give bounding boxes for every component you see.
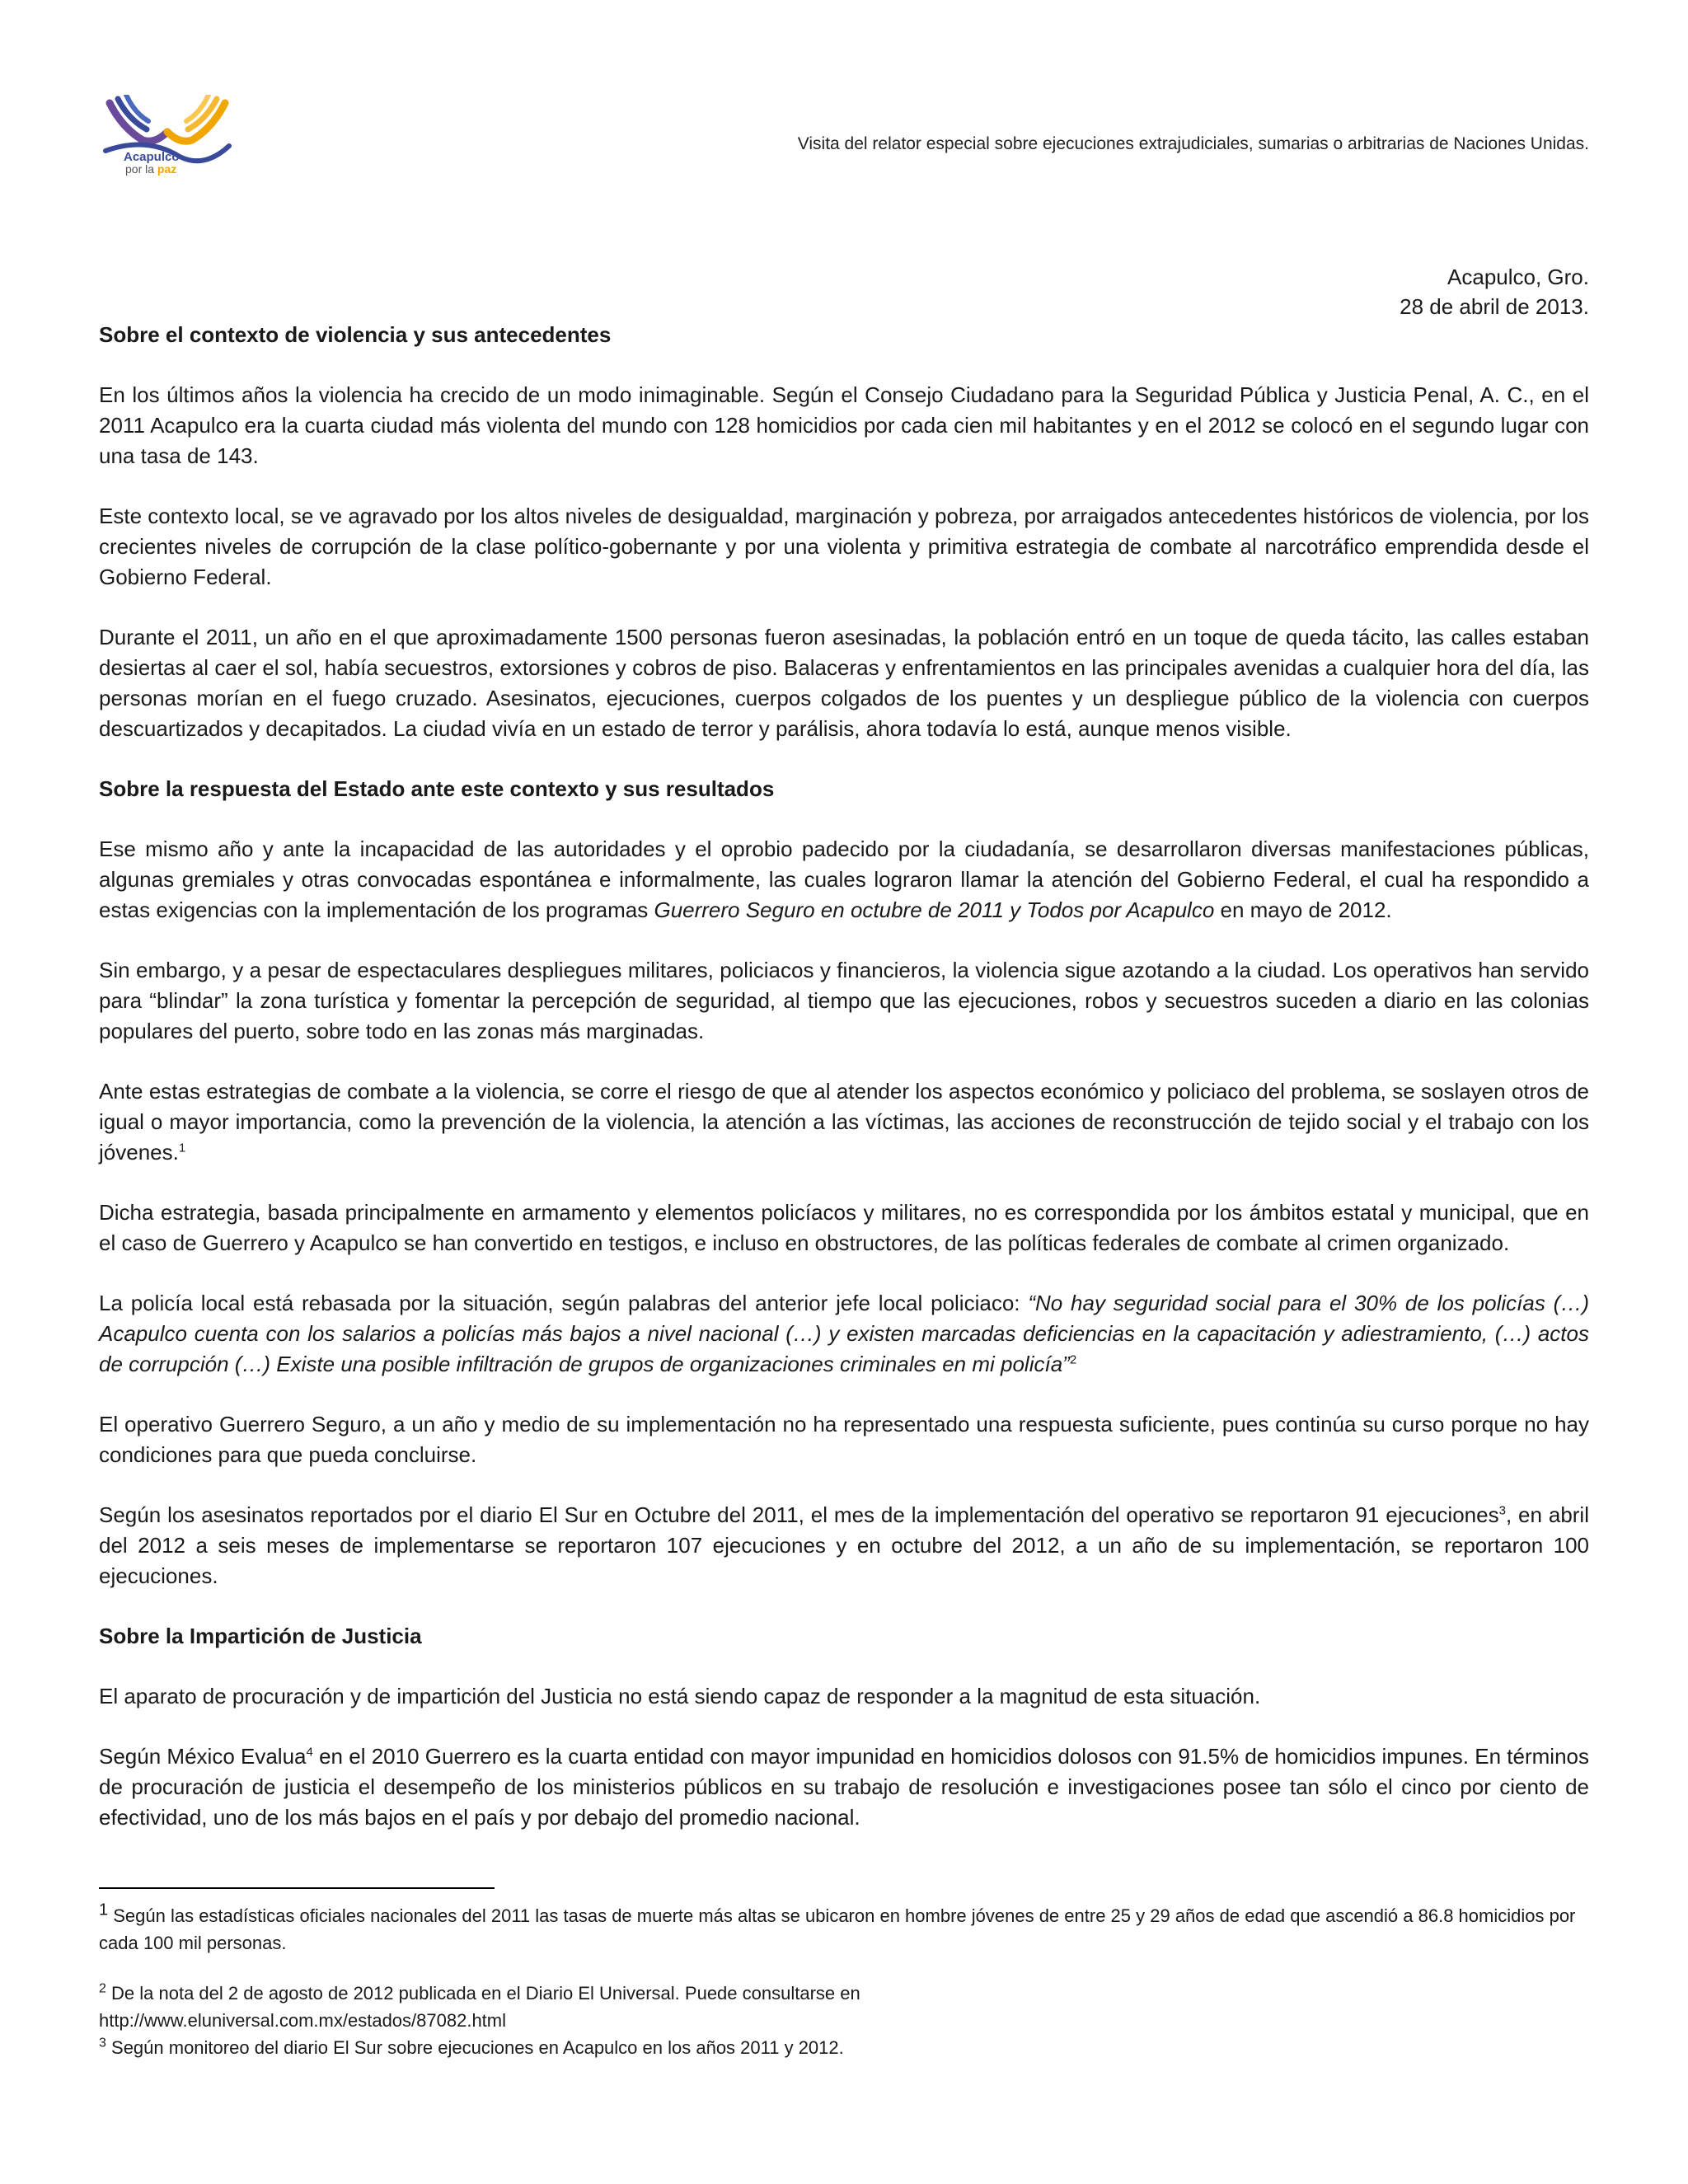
footnote-ref: 3	[1498, 1503, 1506, 1518]
logo-line1: Acapulco	[124, 150, 180, 164]
date-day: 28 de abril de 2013.	[1400, 294, 1589, 319]
footnote-number: 1	[99, 1900, 109, 1919]
footnote-2-url: http://www.eluniversal.com.mx/estados/87082.html	[99, 2010, 507, 2031]
footnote-number: 3	[99, 2036, 106, 2050]
paragraph	[99, 834, 1589, 926]
paragraph	[99, 1288, 1589, 1380]
text-run: Según México Evalua	[99, 1744, 307, 1769]
footnote-number: 2	[99, 1981, 106, 1996]
document-body	[99, 320, 1589, 1863]
text-run: Según los asesinatos reportados por el diario El Sur en Octubre del 2011, el mes de la implementación del operativo se reportaron 91 ejecuciones	[99, 1502, 1499, 1527]
footnote-1	[99, 1902, 1589, 1957]
footnote-text: Según las estadísticas oficiales nacionales del 2011 las tasas de muerte más altas se ubicaron en hombre jóvenes de entre 25 y 29 años de edad que ascendió a 86.8 homicidios por cada 100 mil personas.	[99, 1905, 1576, 1953]
paragraph	[99, 1500, 1589, 1591]
text-run: , en abril del 2012 a seis meses de implementarse se reportaron 107 ejecuciones y en octubre del 2012, a un año de su implementación, se reportaron 100 ejecuciones.	[99, 1502, 1589, 1588]
footnote-ref: 4	[306, 1745, 313, 1760]
footnote-3	[99, 2034, 1589, 2061]
section-heading-state-response: Sobre la respuesta del Estado ante este contexto y sus resultados	[99, 776, 775, 801]
paragraph: El operativo Guerrero Seguro, a un año y medio de su implementación no ha representado una respuesta suficiente, pues continúa su curso porque no hay condiciones para que pueda concluirse.	[99, 1412, 1589, 1467]
paragraph: Este contexto local, se ve agravado por los altos niveles de desigualdad, marginación y pobreza, por arraigados antecedentes históricos de violencia, por los crecientes niveles de corrupción de la clase político-gobernante y por una violenta y primitiva estrategia de combate al narcotráfico emprendida desde el Gobierno Federal.	[99, 504, 1589, 589]
paragraph: El aparato de procuración y de impartición del Justicia no está siendo capaz de responder a la magnitud de esta situación.	[99, 1684, 1261, 1708]
logo-line2a: por la	[125, 162, 157, 176]
italic-quote: “No hay seguridad social para el 30% de los policías (…) Acapulco cuenta con los salarios a policías más bajos a nivel nacional (…) y existen marcadas deficiencias en la capacitación y adiestramiento, (…) actos de corrupción (…) Existe una posible infiltración de grupos de organizaciones criminales en mi policía”	[99, 1291, 1589, 1376]
logo-wordmark	[124, 151, 180, 176]
text-run: Ese mismo año y ante la incapacidad de las autoridades y el oprobio padecido por la ciudadanía, se desarrollaron diversas manifestaciones públicas, algunas gremiales y otras convocadas espontánea e informalmente, las cuales lograron llamar la atención del Gobierno Federal, el cual ha respondido a estas exigencias con la implementación de los programas	[99, 837, 1589, 922]
footnote-text: Según monitoreo del diario El Sur sobre ejecuciones en Acapulco en los años 2011 y 2012.	[106, 2037, 844, 2058]
paragraph	[99, 1741, 1589, 1833]
date-block	[1400, 262, 1589, 321]
footnote-ref: 1	[178, 1141, 186, 1155]
running-header: Visita del relator especial sobre ejecuciones extrajudiciales, sumarias o arbitrarias de Naciones Unidas.	[797, 134, 1589, 153]
footnote-ref: 2	[1069, 1352, 1077, 1367]
footnote-2	[99, 1980, 1589, 2007]
paragraph: Sin embargo, y a pesar de espectaculares despliegues militares, policiacos y financieros, la violencia sigue azotando a la ciudad. Los operativos han servido para “blindar” la zona turística y fomentar la percepción de seguridad, al tiempo que las ejecuciones, robos y secuestros suceden a diario en las colonias populares del puerto, sobre todo en las zonas más marginadas.	[99, 958, 1589, 1043]
paragraph: Dicha estrategia, basada principalmente en armamento y elementos policíacos y militares, no es correspondida por los ámbitos estatal y municipal, que en el caso de Guerrero y Acapulco se han convertido en testigos, e incluso en obstructores, de las políticas federales de combate al crimen organizado.	[99, 1200, 1589, 1255]
footnotes	[99, 1902, 1589, 2061]
logo-line2	[125, 163, 180, 176]
text-run: en el 2010 Guerrero es la cuarta entidad con mayor impunidad en homicidios dolosos con 91.5% de homicidios impunes. En términos de procuración de justicia el desempeño de los ministerios públicos en su trabajo de resolución e investigaciones posee tan sólo el cinco por ciento de efectividad, uno de los más bajos en el país y por debajo del promedio nacional.	[99, 1744, 1589, 1830]
text-run: en mayo de 2012.	[1214, 898, 1392, 922]
section-heading-justice: Sobre la Impartición de Justicia	[99, 1624, 422, 1648]
paragraph: En los últimos años la violencia ha crecido de un modo inimaginable. Según el Consejo Ciudadano para la Seguridad Pública y Justicia Penal, A. C., en el 2011 Acapulco era la cuarta ciudad más violenta del mundo con 128 homicidios por cada cien mil habitantes y en el 2012 se colocó en el segundo lugar con una tasa de 143.	[99, 382, 1589, 468]
section-heading-context: Sobre el contexto de violencia y sus antecedentes	[99, 322, 612, 347]
text-run: La policía local está rebasada por la situación, según palabras del anterior jefe local policiaco:	[99, 1291, 1029, 1315]
date-place: Acapulco, Gro.	[1447, 265, 1589, 289]
logo-line2b: paz	[157, 162, 177, 176]
text-run: Ante estas estrategias de combate a la violencia, se corre el riesgo de que al atender los aspectos económico y policiaco del problema, se soslayen otros de igual o mayor importancia, como la prevención de la violencia, la atención a las víctimas, las acciones de reconstrucción de tejido social y el trabajo con los jóvenes.	[99, 1079, 1589, 1165]
paragraph: Durante el 2011, un año en el que aproximadamente 1500 personas fueron asesinadas, la población entró en un toque de queda tácito, las calles estaban desiertas al caer el sol, había secuestros, extorsiones y cobros de piso. Balaceras y enfrentamientos en las principales avenidas a cualquier hora del día, las personas morían en el fuego cruzado. Asesinatos, ejecuciones, cuerpos colgados de los puentes y un despliegue público de la violencia con cuerpos descuartizados y decapitados. La ciudad vivía en un estado de terror y parálisis, ahora todavía lo está, aunque menos visible.	[99, 625, 1589, 741]
italic-run: Guerrero Seguro en octubre de 2011 y Todos por Acapulco	[654, 898, 1215, 922]
footnote-text: De la nota del 2 de agosto de 2012 publicada en el Diario El Universal. Puede consultarse en	[106, 1983, 860, 2004]
paragraph	[99, 1076, 1589, 1168]
footnote-separator	[99, 1887, 495, 1889]
